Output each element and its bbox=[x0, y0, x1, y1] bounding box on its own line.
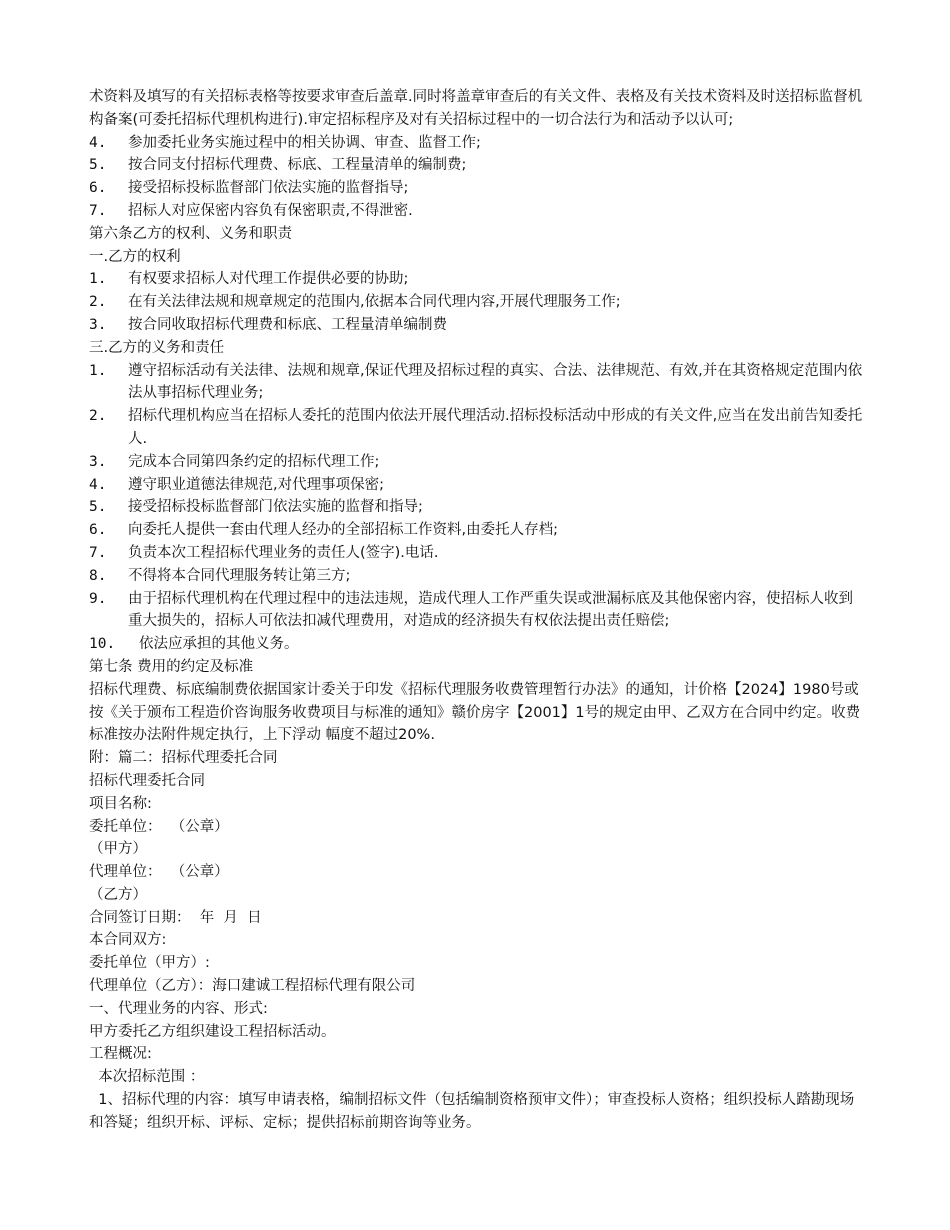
list-item bbox=[89, 177, 863, 200]
list-item bbox=[89, 496, 863, 519]
obligations-heading: 三.乙方的义务和责任 bbox=[89, 339, 225, 356]
item-number: 7. bbox=[89, 544, 107, 561]
item-text: 在有关法律法规和规章规定的范围内,依据本合同代理内容,开展代理服务工作; bbox=[128, 294, 621, 311]
item-text: 向委托人提供一套由代理人经办的全部招标工作资料,由委托人存档; bbox=[128, 522, 558, 539]
form-line: 一、代理业务的内容、形式: bbox=[89, 1000, 268, 1017]
intro-paragraph: 术资料及填写的有关招标表格等按要求审查后盖章.同时将盖章审查后的有关文件、表格及有关技术资料及时送招标监督机构备案(可委托招标代理机构进行).审定招标程序及对有关招标过程中的一切合法行为和活动予以认可; bbox=[89, 89, 863, 128]
item-text: 遵守招标活动有关法律、法规和规章,保证代理及招标过程的真实、合法、法律规范、有效,并在其资格规定范围内依法从事招标代理业务; bbox=[128, 362, 863, 402]
list-item bbox=[89, 519, 863, 542]
article6-title: 第六条乙方的权利、义务和职责 bbox=[89, 225, 292, 242]
item-number: 3. bbox=[89, 316, 107, 333]
item-number: 7. bbox=[89, 202, 107, 219]
item-text: 完成本合同第四条约定的招标代理工作; bbox=[128, 453, 380, 470]
item-text: 接受招标投标监督部门依法实施的监督指导; bbox=[128, 180, 409, 197]
obligations-list bbox=[89, 360, 863, 656]
form-line: （乙方） bbox=[89, 886, 147, 903]
list-item bbox=[89, 633, 863, 656]
item-number: 5. bbox=[89, 499, 107, 516]
item-number: 2. bbox=[89, 294, 107, 311]
item-text: 有权要求招标人对代理工作提供必要的协助; bbox=[128, 271, 409, 288]
item-number: 6. bbox=[89, 180, 107, 197]
list-item bbox=[89, 268, 863, 291]
form-line: 工程概况: bbox=[89, 1046, 152, 1063]
form-line: 委托单位（甲方）: bbox=[89, 955, 210, 972]
form-line: 本次招标范围 ： bbox=[89, 1069, 205, 1086]
contract-title: 招标代理委托合同 bbox=[89, 772, 205, 789]
list-item bbox=[89, 314, 863, 337]
form-line: 代理单位： （公章） bbox=[89, 864, 229, 881]
item-text: 负责本次工程招标代理业务的责任人(签字).电话. bbox=[128, 544, 439, 561]
item-number: 1. bbox=[89, 271, 107, 288]
item-text: 由于招标代理机构在代理过程中的违法违规，造成代理人工作严重失误或泄漏标底及其他保密内容，使招标人收到重大损失的，招标人可依法扣减代理费用，对造成的经济损失有权依法提出责任赔偿; bbox=[128, 590, 853, 630]
list-item bbox=[89, 360, 863, 406]
form-line: 代理单位（乙方）：海口建诚工程招标代理有限公司 bbox=[89, 978, 416, 995]
item-text: 依法应承担的其他义务。 bbox=[139, 636, 299, 653]
form-line: 项目名称: bbox=[89, 795, 152, 812]
item-number: 2. bbox=[89, 408, 107, 425]
item-number: 8. bbox=[89, 567, 107, 584]
item-text: 招标人对应保密内容负有保密职责,不得泄密. bbox=[128, 202, 413, 219]
principal-duties-list bbox=[89, 132, 863, 223]
list-item bbox=[89, 451, 863, 474]
form-line: 甲方委托乙方组织建设工程招标活动。 bbox=[89, 1023, 336, 1040]
list-item bbox=[89, 588, 863, 634]
form-line: （甲方） bbox=[89, 841, 147, 858]
rights-list bbox=[89, 268, 863, 336]
item-text: 按合同收取招标代理费和标底、工程量清单编制费 bbox=[128, 316, 447, 333]
item-number: 4. bbox=[89, 476, 107, 493]
form-line: 合同签订日期： 年 月 日 bbox=[89, 909, 262, 926]
form-line: 本合同双方: bbox=[89, 932, 167, 949]
rights-heading: 一.乙方的权利 bbox=[89, 248, 181, 265]
item-text: 不得将本合同代理服务转让第三方; bbox=[128, 567, 351, 584]
item-number: 4. bbox=[89, 134, 107, 151]
list-item bbox=[89, 291, 863, 314]
item-text: 遵守职业道德法律规范,对代理事项保密; bbox=[128, 476, 384, 493]
form-line: 委托单位： （公章） bbox=[89, 818, 229, 835]
item-number: 5. bbox=[89, 157, 107, 174]
list-item bbox=[89, 132, 863, 155]
document-page bbox=[89, 86, 863, 1135]
final-paragraph: 1、招标代理的内容：填写申请表格，编制招标文件（包括编制资格预审文件）；审查投标人资格；组织投标人踏勘现场和答疑；组织开标、评标、定标；提供招标前期咨询等业务。 bbox=[89, 1092, 855, 1131]
item-text: 招标代理机构应当在招标人委托的范围内依法开展代理活动.招标投标活动中形成的有关文件,应当在发出前告知委托人. bbox=[128, 408, 863, 447]
appendix-title: 附：篇二：招标代理委托合同 bbox=[89, 750, 278, 767]
list-item bbox=[89, 474, 863, 497]
list-item bbox=[89, 200, 863, 223]
list-item bbox=[89, 154, 863, 177]
item-text: 参加委托业务实施过程中的相关协调、审查、监督工作; bbox=[128, 134, 481, 151]
list-item bbox=[89, 542, 863, 565]
item-number: 3. bbox=[89, 453, 107, 470]
contract-form-lines bbox=[89, 793, 863, 1089]
list-item bbox=[89, 405, 863, 451]
item-text: 接受招标投标监督部门依法实施的监督和指导; bbox=[128, 499, 423, 516]
item-number: 10. bbox=[89, 636, 116, 653]
article7-body: 招标代理费、标底编制费依据国家计委关于印发《招标代理服务收费管理暂行办法》的通知，计价格【2024】1980号或按《关于颁布工程造价咨询服务收费项目与标准的通知》赣价房字【2001】1号的规定由甲、乙双方在合同中约定。收费标准按办法附件规定执行，上下浮动 幅度不超过20%. bbox=[89, 681, 861, 744]
article7-title: 第七条 费用的约定及标准 bbox=[89, 658, 254, 675]
item-number: 6. bbox=[89, 522, 107, 539]
item-number: 1. bbox=[89, 362, 107, 379]
list-item bbox=[89, 565, 863, 588]
item-number: 9. bbox=[89, 590, 107, 607]
item-text: 按合同支付招标代理费、标底、工程量清单的编制费; bbox=[128, 157, 467, 174]
